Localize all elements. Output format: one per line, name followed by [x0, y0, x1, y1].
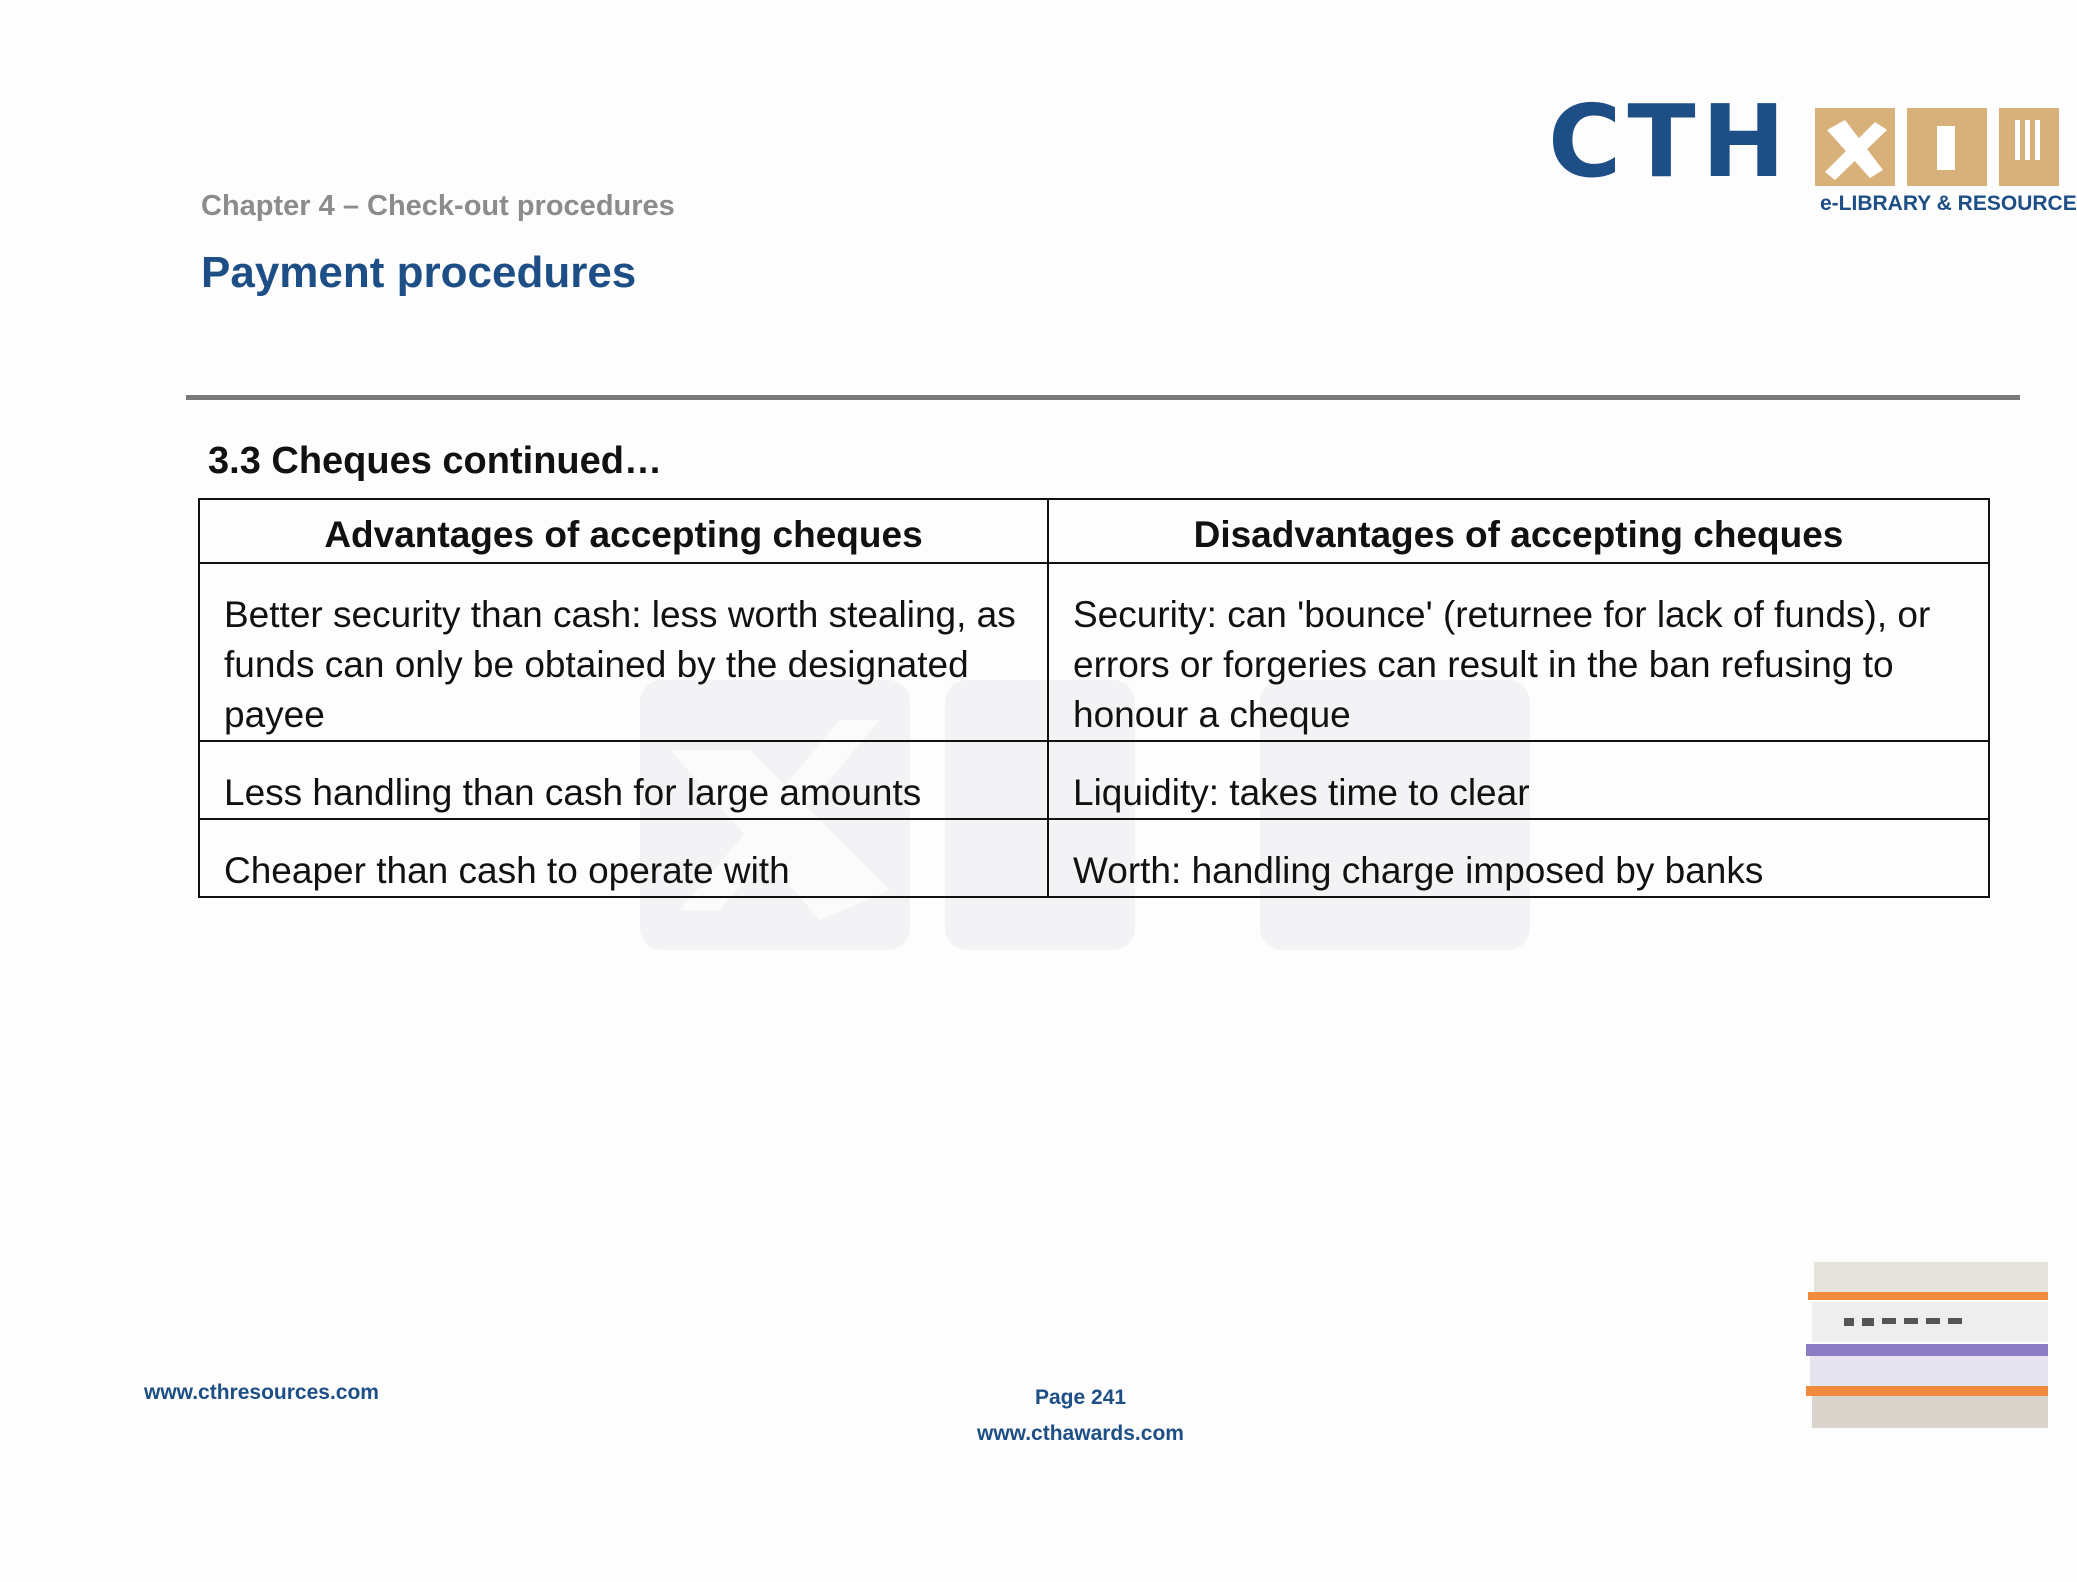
table-row — [199, 819, 1989, 897]
disadvantage-cell: Liquidity: takes time to clear — [1048, 741, 1989, 819]
advantage-cell: Less handling than cash for large amounts — [199, 741, 1048, 819]
section-title: 3.3 Cheques continued… — [208, 440, 662, 482]
page-title: Payment procedures — [201, 248, 637, 297]
cth-logo-text: CTH — [1548, 83, 1792, 200]
books-stack-image — [1804, 1262, 2048, 1432]
advantage-cell: Better security than cash: less worth stealing, as funds can only be obtained by the designated payee — [199, 563, 1048, 741]
table-row — [199, 563, 1989, 741]
cheques-comparison-table — [198, 498, 1990, 898]
page-number: Page 241 — [1035, 1386, 1127, 1409]
disadvantage-cell: Security: can 'bounce' (returnee for lack of funds), or errors or forgeries can result in the ban refusing to honour a cheque — [1048, 563, 1989, 741]
table-row — [199, 741, 1989, 819]
footer-awards-link[interactable]: www.cthawards.com — [977, 1422, 1184, 1445]
cth-logo-subtitle: e-LIBRARY & RESOURCE — [1820, 192, 2077, 215]
disadvantages-header: Disadvantages of accepting cheques — [1048, 499, 1989, 563]
disadvantage-cell: Worth: handling charge imposed by banks — [1048, 819, 1989, 897]
advantages-header: Advantages of accepting cheques — [199, 499, 1048, 563]
chapter-heading: Chapter 4 – Check-out procedures — [201, 190, 675, 222]
header-divider — [186, 395, 2020, 400]
table-header-row — [199, 499, 1989, 563]
footer-resources-link[interactable]: www.cthresources.com — [144, 1381, 379, 1404]
advantage-cell: Cheaper than cash to operate with — [199, 819, 1048, 897]
